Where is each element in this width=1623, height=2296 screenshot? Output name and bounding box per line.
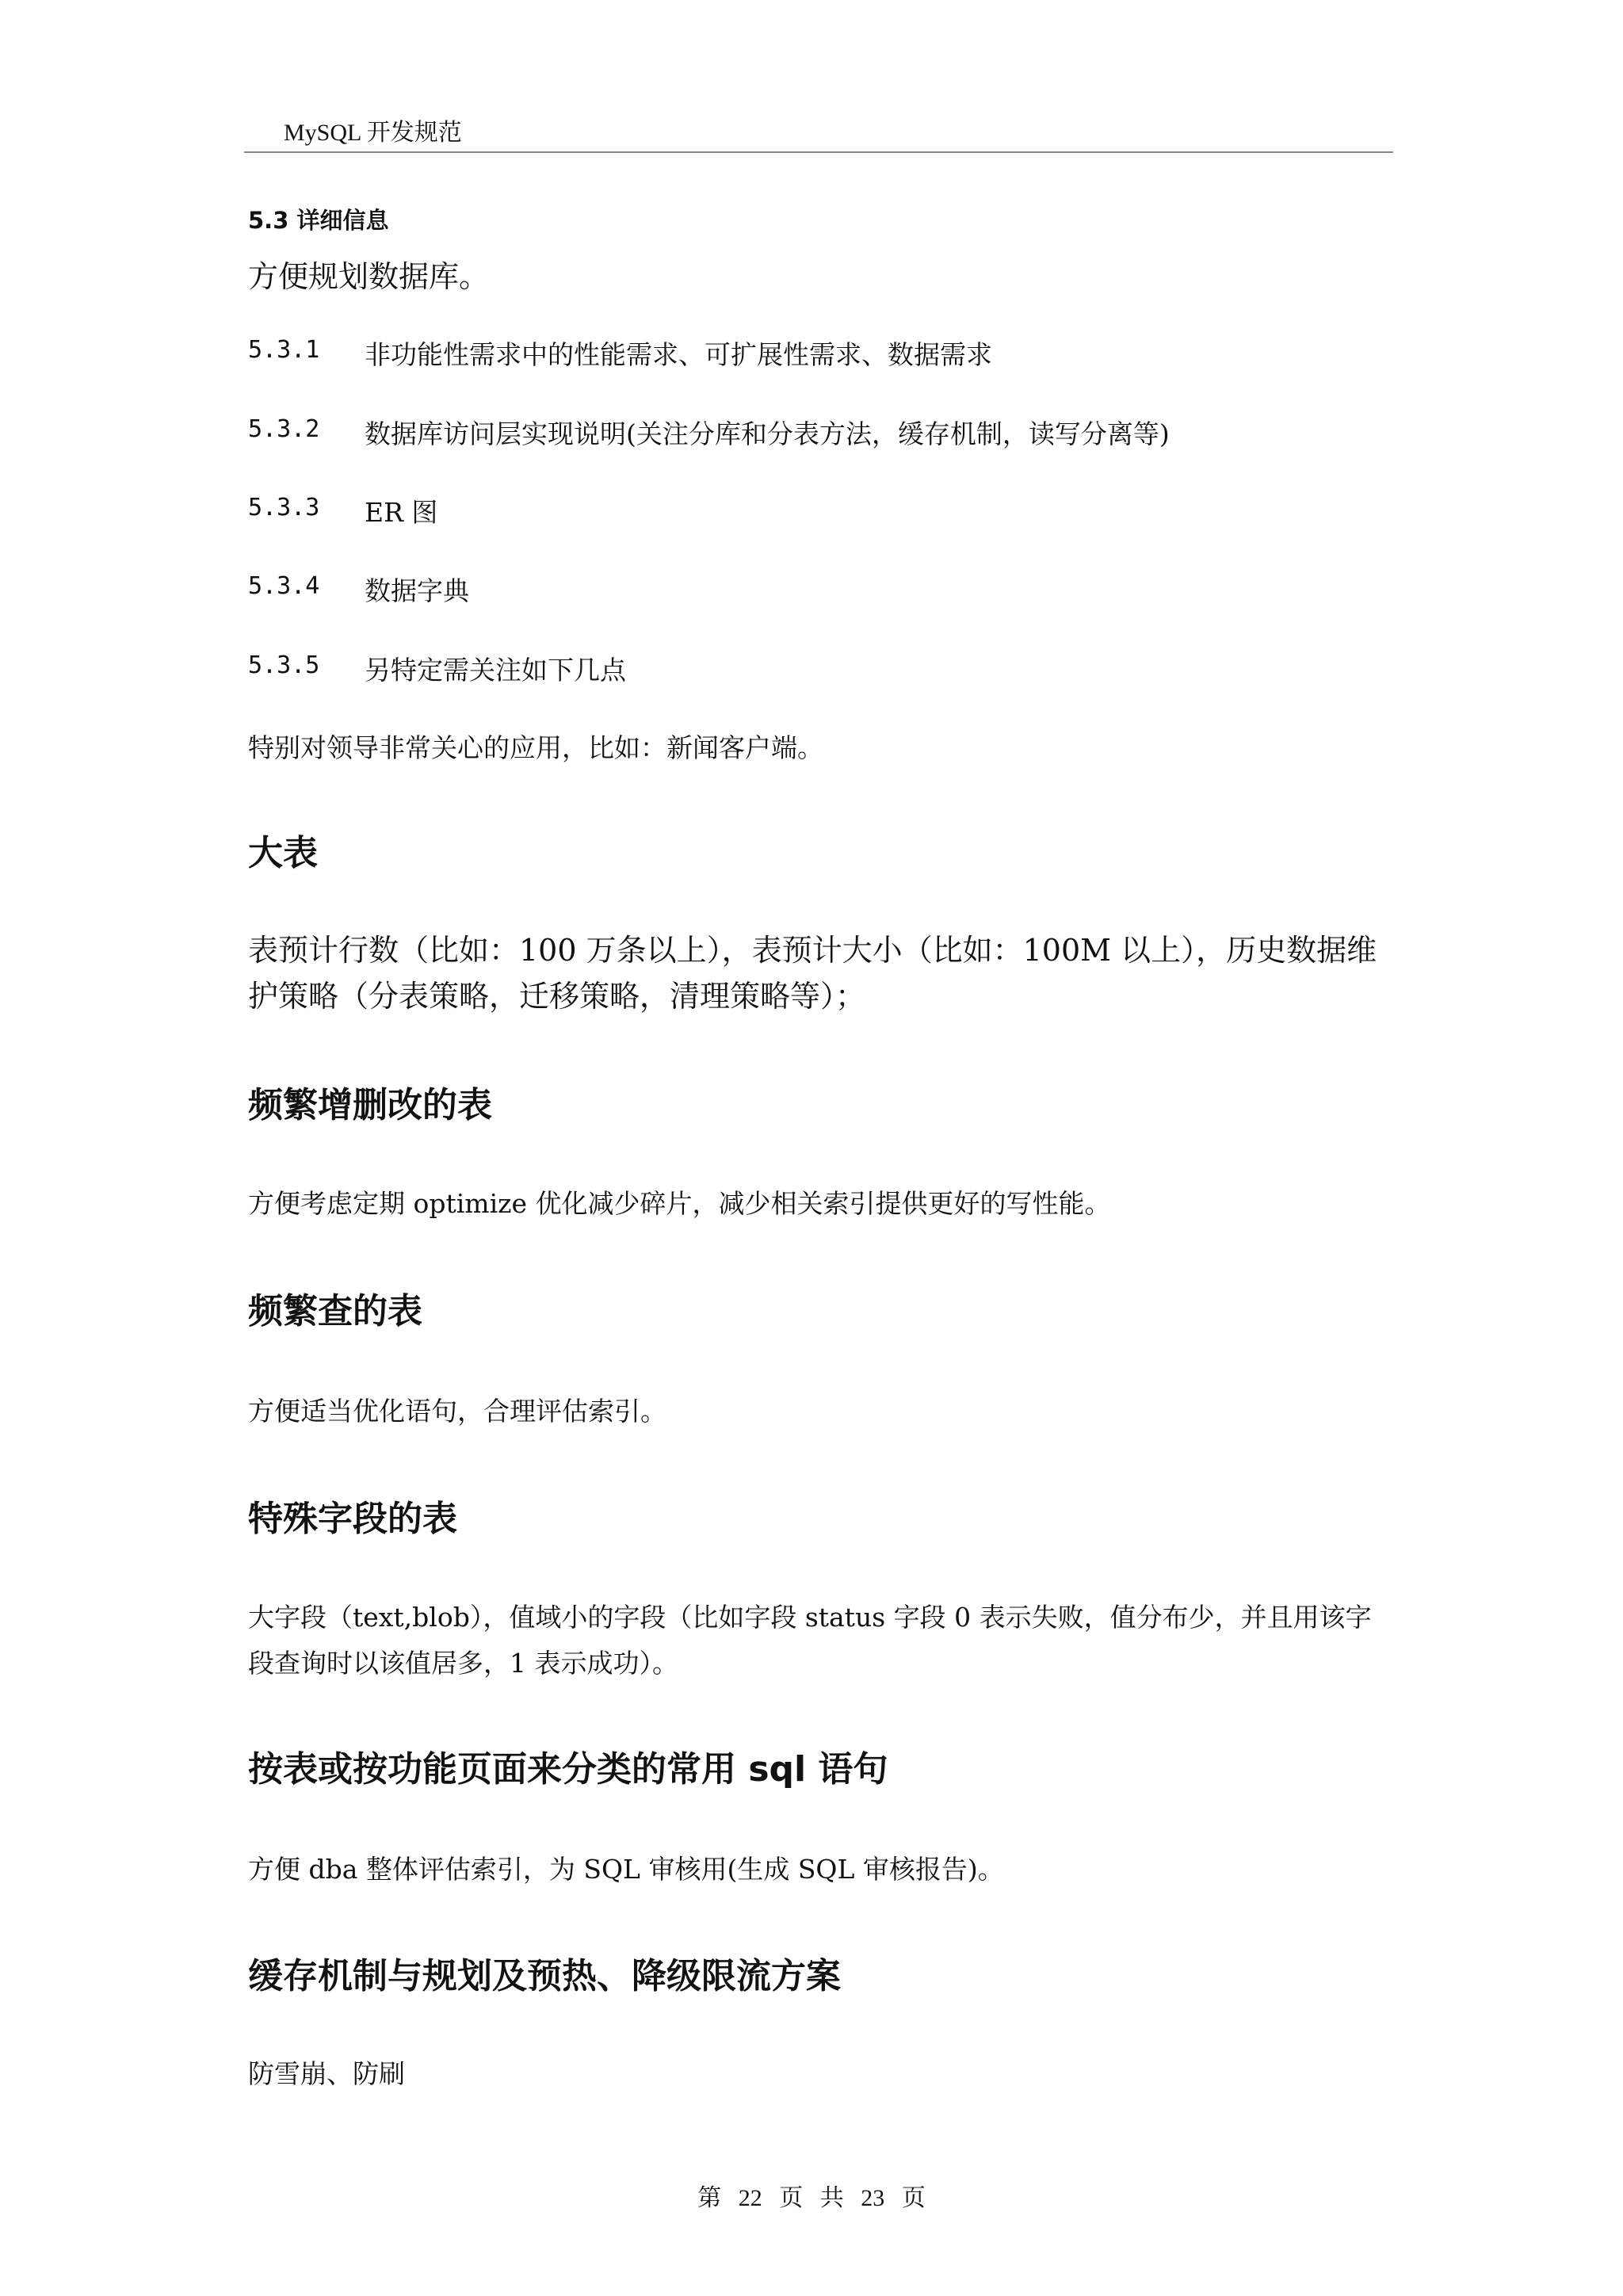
topic-heading: 按表或按功能页面来分类的常用 sql 语句 [248, 1749, 888, 1790]
topic-heading: 特殊字段的表 [248, 1499, 457, 1539]
topic-heading: 缓存机制与规划及预热、降级限流方案 [248, 1956, 841, 1996]
subsection-number: 5.3.1 [248, 336, 320, 364]
section-intro: 方便规划数据库。 [248, 259, 490, 294]
topic-body: 防雪崩、防刷 [248, 2058, 405, 2089]
subsection-title: 非功能性需求中的性能需求、可扩展性需求、数据需求 [365, 339, 992, 370]
topic-heading: 频繁增删改的表 [248, 1085, 492, 1125]
topic-body: 方便考虑定期 optimize 优化减少碎片，减少相关索引提供更好的写性能。 [248, 1188, 1111, 1219]
topic-heading: 大表 [248, 833, 318, 873]
topic-body: 表预计行数（比如：100 万条以上），表预计大小（比如：100M 以上），历史数据维护策略（分表策略，迁移策略，清理策略等）； [248, 933, 1377, 1014]
subsection-number: 5.3.5 [248, 651, 320, 679]
subsection-title: 数据字典 [365, 575, 469, 606]
page-footer: 第 22 页 共 23 页 [697, 2185, 926, 2211]
topic-body: 方便适当优化语句，合理评估索引。 [248, 1396, 666, 1427]
subsection-number: 5.3.2 [248, 415, 320, 443]
section-heading: 5.3 详细信息 [248, 207, 389, 234]
subsection-title: 数据库访问层实现说明(关注分库和分表方法，缓存机制，读写分离等) [365, 418, 1170, 449]
subsection-number: 5.3.3 [248, 494, 320, 521]
header-title: MySQL 开发规范 [284, 120, 462, 146]
subsection-title: 另特定需关注如下几点 [365, 655, 626, 686]
topic-body: 大字段（text,blob），值域小的字段（比如字段 status 字段 0 表示失败，值分布少，并且用该字段查询时以该值居多，1 表示成功）。 [248, 1602, 1372, 1679]
subsection-number: 5.3.4 [248, 572, 320, 600]
header-divider [244, 151, 1393, 153]
topic-heading: 频繁查的表 [248, 1291, 422, 1331]
section-note: 特别对领导非常关心的应用，比如：新闻客户端。 [248, 732, 823, 763]
topic-body: 方便 dba 整体评估索引，为 SQL 审核用(生成 SQL 审核报告)。 [248, 1854, 1004, 1885]
subsection-title: ER 图 [365, 497, 438, 528]
